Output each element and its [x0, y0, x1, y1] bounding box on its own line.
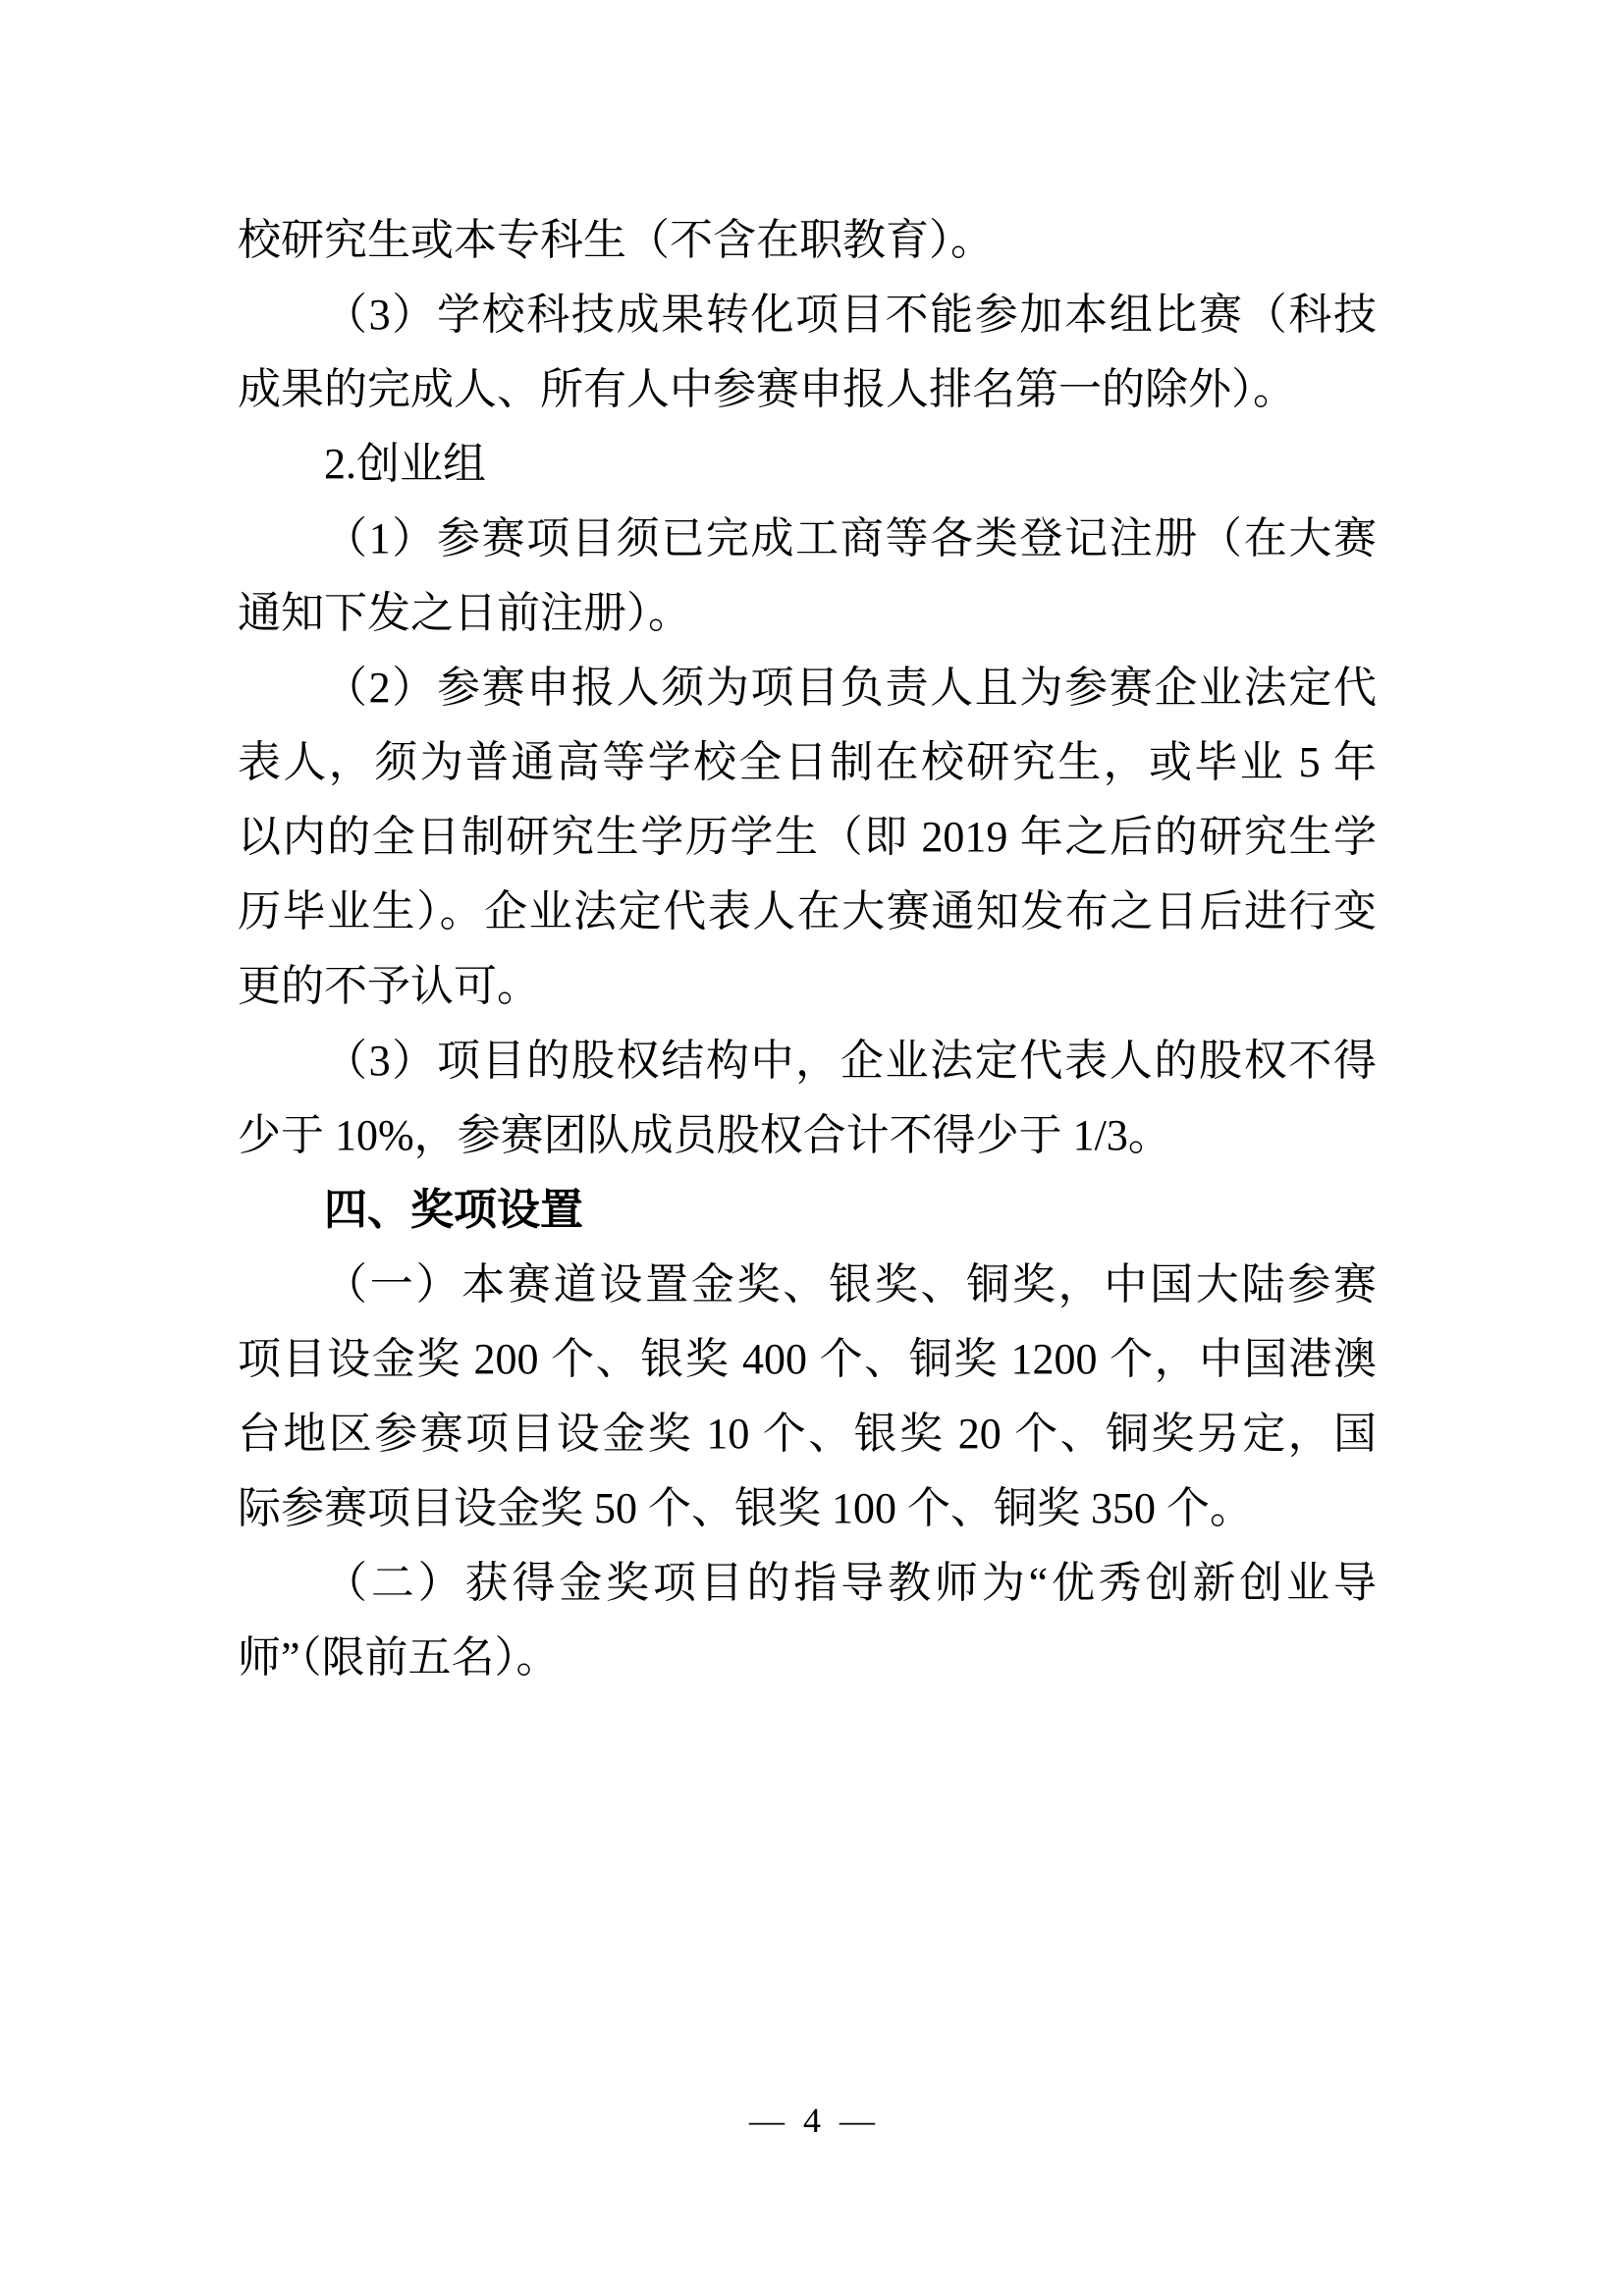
section-heading: 四、奖项设置 [324, 1186, 583, 1234]
text-line: 台地区参赛项目设金奖 10 个、银奖 20 个、铜奖另定，国 [238, 1410, 1377, 1458]
text-line: 更的不予认可。 [238, 962, 540, 1010]
text-line: （2）参赛申报人须为项目负责人且为参赛企业法定代 [324, 664, 1377, 712]
text-line: （一）本赛道设置金奖、银奖、铜奖，中国大陆参赛 [324, 1260, 1377, 1308]
text-line: 成果的完成人、所有人中参赛申报人排名第一的除外）。 [238, 365, 1296, 413]
text-line: （二）获得金奖项目的指导教师为“优秀创新创业导 [324, 1559, 1377, 1607]
text-line: 校研究生或本专科生（不含在职教育）。 [238, 216, 994, 264]
text-line: 通知下发之日前注册）。 [238, 589, 691, 637]
text-line: 际参赛项目设金奖 50 个、银奖 100 个、铜奖 350 个。 [238, 1484, 1253, 1532]
page-footer [0, 2101, 1624, 2140]
text-line: 少于 10%，参赛团队成员股权合计不得少于 1/3。 [238, 1111, 1171, 1159]
page-number: — 4 — [749, 2101, 875, 2140]
text-line: 师”（限前五名）。 [238, 1633, 560, 1682]
text-block [238, 203, 1377, 1695]
text-line: 历毕业生）。企业法定代表人在大赛通知发布之日后进行变 [238, 887, 1377, 935]
text-line: 2.创业组 [324, 440, 486, 488]
text-line: 表人，须为普通高等学校全日制在校研究生，或毕业 5 年 [238, 738, 1377, 786]
text-line: （3）项目的股权结构中，企业法定代表人的股权不得 [324, 1037, 1377, 1085]
text-line: 以内的全日制研究生学历学生（即 2019 年之后的研究生学 [238, 813, 1377, 861]
text-line: 项目设金奖 200 个、银奖 400 个、铜奖 1200 个，中国港澳 [238, 1335, 1377, 1383]
text-line: （3）学校科技成果转化项目不能参加本组比赛（科技 [324, 291, 1377, 339]
text-line: （1）参赛项目须已完成工商等各类登记注册（在大赛 [324, 514, 1377, 562]
